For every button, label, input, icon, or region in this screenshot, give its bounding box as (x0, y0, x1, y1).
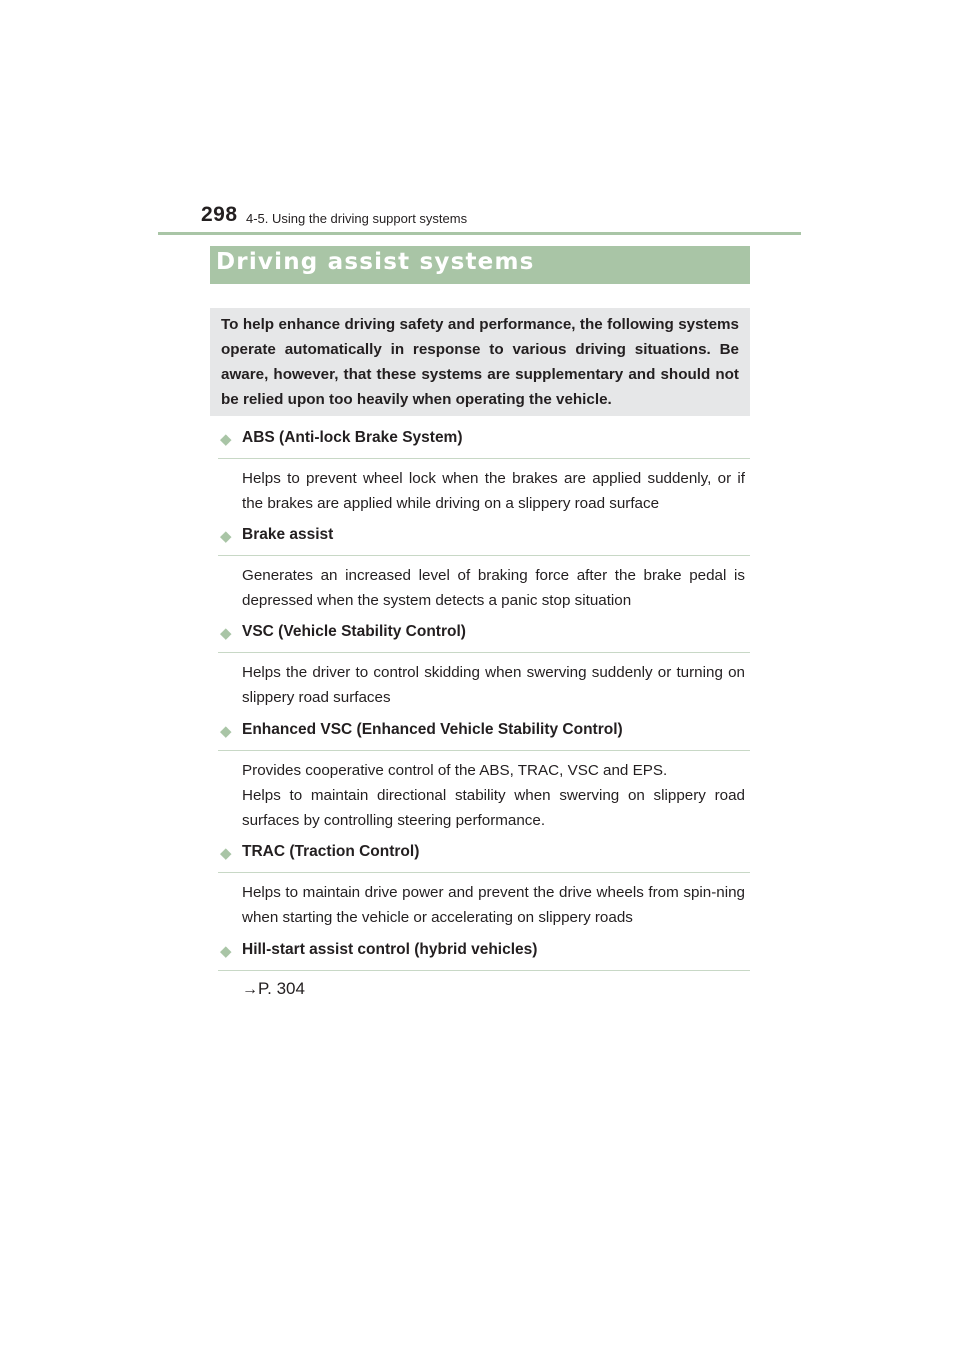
diamond-icon: ◆ (220, 845, 232, 862)
page-number: 298 (201, 203, 238, 226)
section-abs (218, 428, 750, 516)
intro-box (210, 308, 750, 416)
section-heading (218, 720, 750, 751)
diamond-icon: ◆ (220, 528, 232, 545)
section-body (242, 758, 745, 833)
section-body (242, 660, 745, 710)
diamond-icon: ◆ (220, 723, 232, 740)
section-heading-text: Enhanced VSC (Enhanced Vehicle Stability Control) (242, 721, 623, 738)
section-heading-text: ABS (Anti-lock Brake System) (242, 429, 463, 446)
section-body (242, 563, 745, 613)
diamond-icon: ◆ (220, 431, 232, 448)
section-body-text: Helps to maintain drive power and prevent the drive wheels from spin-ning when starting the vehicle or accelerating on slippery roads (242, 884, 745, 926)
section-heading (218, 428, 750, 459)
section-heading-text: Hill-start assist control (hybrid vehicles) (242, 941, 538, 958)
section-body-text: Helps to prevent wheel lock when the brakes are applied suddenly, or if the brakes are applied while driving on a slippery road surface (242, 470, 745, 512)
page-reference-text[interactable]: P. 304 (258, 979, 305, 998)
running-header: 4-5. Using the driving support systems (246, 211, 468, 226)
section-body-text: Generates an increased level of braking force after the brake pedal is depressed when the system detects a panic stop situation (242, 567, 745, 609)
section-body-text: Helps to maintain directional stability when swerving on slippery road surfaces by controlling steering performance. (242, 787, 745, 829)
section-hill-start (218, 940, 750, 999)
section-heading (218, 525, 750, 556)
title-band (210, 246, 750, 284)
section-heading (218, 622, 750, 653)
section-enhanced-vsc (218, 720, 750, 833)
section-body-text: Provides cooperative control of the ABS, TRAC, VSC and EPS. (242, 762, 668, 779)
section-heading-text: VSC (Vehicle Stability Control) (242, 623, 466, 640)
diamond-icon: ◆ (220, 943, 232, 960)
section-heading (218, 842, 750, 873)
section-vsc (218, 622, 750, 710)
diamond-icon: ◆ (220, 625, 232, 642)
section-body-text: Helps the driver to control skidding when swerving suddenly or turning on slippery road surfaces (242, 664, 745, 706)
page-title: Driving assist systems (216, 249, 535, 275)
arrow-right-icon: → (242, 981, 258, 998)
page-reference[interactable] (242, 979, 750, 999)
section-heading (218, 940, 750, 971)
intro-text: To help enhance driving safety and performance, the following systems operate automatically in response to various driving situations. Be aware, however, that these systems are supplementary and should not be relied upon too heavily when operating the vehicle. (221, 316, 739, 408)
section-heading-text: Brake assist (242, 526, 334, 543)
section-heading-text: TRAC (Traction Control) (242, 843, 420, 860)
section-body (242, 466, 745, 516)
section-trac (218, 842, 750, 930)
header-rule (158, 232, 801, 235)
section-brake-assist (218, 525, 750, 613)
section-body (242, 880, 745, 930)
